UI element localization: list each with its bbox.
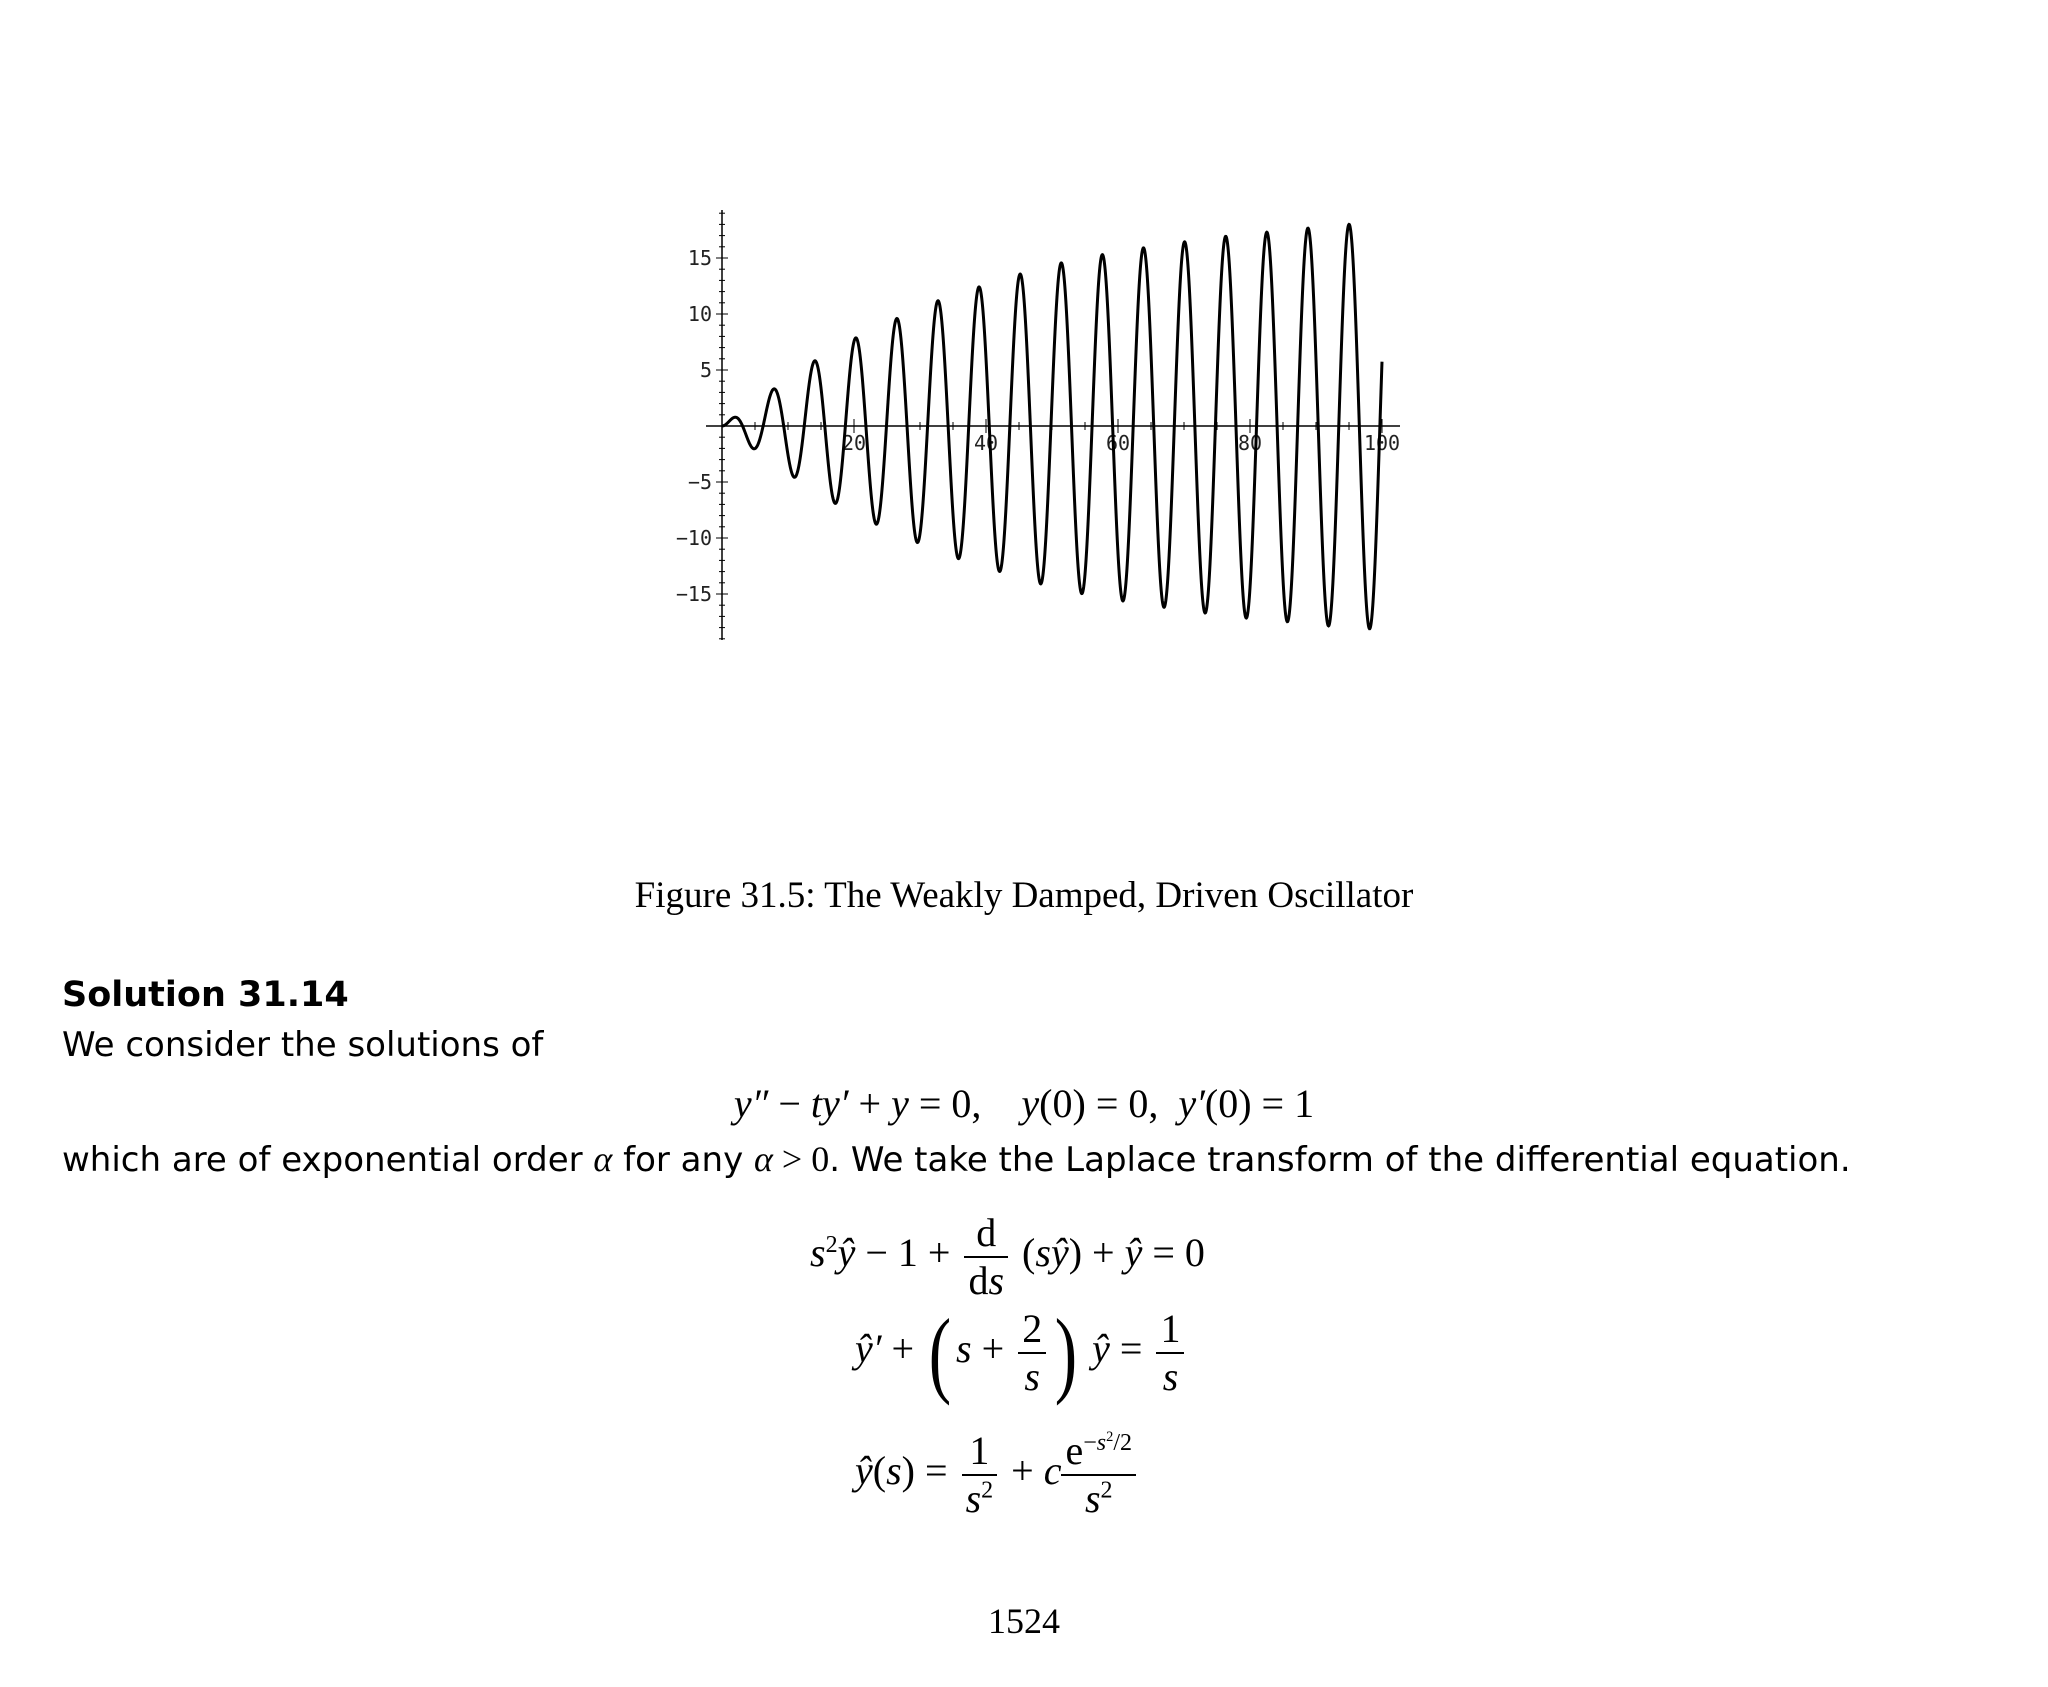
- solution-paragraph: which are of exponential order α for any α > 0. We take the Laplace transform of the differential equation.: [62, 1139, 1851, 1180]
- x-tick-label: 20: [841, 431, 867, 455]
- x-tick-label: 40: [973, 431, 999, 455]
- y-tick-label: −10: [675, 526, 712, 550]
- plot-axes: [706, 210, 1400, 640]
- laplace-eq-2: ŷ′ + ( s + $\frac{2}{s}$ ) ŷ = $\frac{1}{s}$: [855, 1305, 1188, 1401]
- laplace-eq-3: ŷ(s) = $\frac{1}{s^2}$ + c $\frac{e^{-s^2/2}}{s^2}$: [855, 1428, 1140, 1522]
- y-tick-label: 10: [687, 302, 712, 326]
- y-tick-label: 15: [687, 246, 712, 270]
- paragraph-text-3: . We take the Laplace transform of the differential equation.: [829, 1140, 1851, 1180]
- paragraph-text-1: which are of exponential order: [62, 1140, 583, 1180]
- solution-intro: We consider the solutions of: [62, 1025, 544, 1065]
- oscillator-plot: [660, 200, 1410, 650]
- ode-equation: y″ − ty′ + y = 0, y(0) = 0, y′(0) = 1: [733, 1081, 1315, 1126]
- laplace-eq-1: $s^2ŷ - 1$ + $\frac{d}{ds}$ (sŷ) + ŷ = 0: [810, 1210, 1205, 1303]
- solution-title: Solution 31.14: [62, 975, 349, 1015]
- y-tick-label: 5: [699, 358, 712, 382]
- figure-caption: Figure 31.5: The Weakly Damped, Driven Oscillator: [634, 875, 1414, 916]
- y-tick-label: −5: [687, 470, 712, 494]
- x-tick-label: 80: [1237, 431, 1263, 455]
- x-tick-label: 60: [1105, 431, 1131, 455]
- paragraph-text-2: for any: [623, 1140, 744, 1180]
- y-tick-label: −15: [675, 582, 712, 606]
- x-tick-label: 100: [1363, 431, 1401, 455]
- page-number: 1524: [988, 1601, 1060, 1641]
